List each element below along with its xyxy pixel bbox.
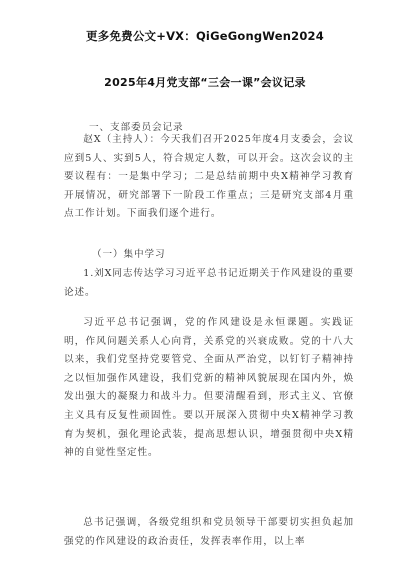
document-title: 2025年4月党支部“三会一课”会议记录 <box>104 76 306 89</box>
paragraph-responsibility: 总书记强调，各级党组织和党员领导干部要切实担负起加强党的作风建设的政治责任，发挥表率作用，以上率 <box>64 517 354 547</box>
promo-header: 更多免费公文+VX：QiGeGongWen2024 <box>86 29 324 43</box>
paragraph-speech-summary: 习近平总书记强调，党的作风建设是永恒课题。实践证明，作风问题关系人心向背，关系党的兴衰成败。党的十八大以来，我们党坚持党要管党、全面从严治党，以钉钉子精神持之以恒加强作风建设，我们党新的精神风貌展现在国内外，焕发出强大的凝聚力和战斗力。但要清醒看到，形式主义、官僚主义具有反复性顽固性。要以开展深入贯彻中央X精神学习教育为契机，强化理论武装，提高思想认识，增强贯彻中央X精神的自觉性坚定性。 <box>64 317 354 459</box>
subsection-heading: （一）集中学习 <box>92 249 166 260</box>
section-heading: 一、支部委员会记录 <box>89 122 184 133</box>
paragraph-study-item: 1.刘X同志传达学习习近平总书记近期关于作风建设的重要论述。 <box>64 268 354 298</box>
paragraph-opening: 赵X（主持人）：今天我们召开2025年度4月支委会，会议应到5人、实到5人，符合规定人数，可以开会。这次会议的主要议程有：一是集中学习；二是总结前期中央X精神学习教育开展情况，研究部署下一阶段工作重点；三是研究支部4月重点工作计划。下面我们逐个进行。 <box>64 134 354 220</box>
